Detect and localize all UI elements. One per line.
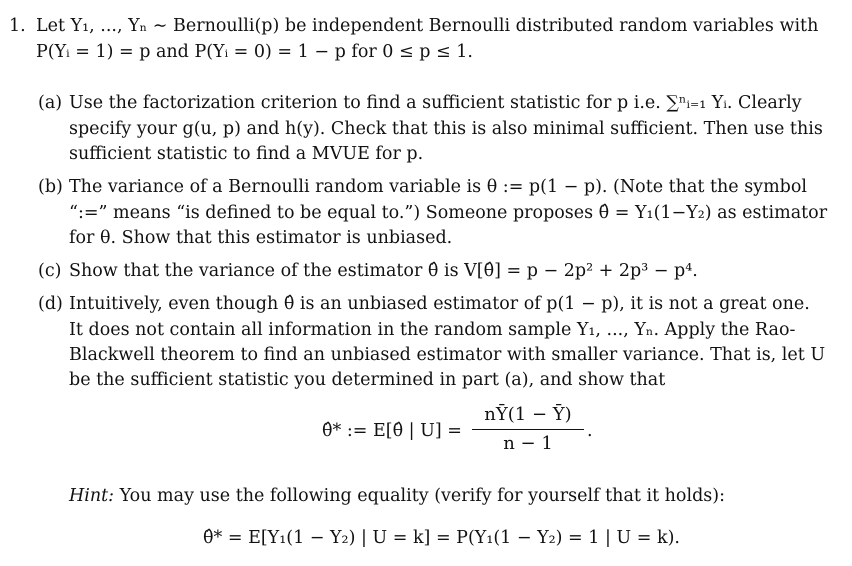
part-b-line-2: “:=” means “is defined to be equal to.”) Someone proposes θ̂ = Y₁(1−Y₂) as estimator xyxy=(69,203,828,223)
display-equation xyxy=(322,403,602,463)
hint-equation: θ̂* = E[Y₁(1 − Y₂) | U = k] = P(Y₁(1 − Y₂) = 1 | U = k). xyxy=(203,528,680,548)
display-equation-lhs: θ̂* := E[θ̂ | U] = xyxy=(322,421,462,441)
hint-line xyxy=(69,485,725,507)
part-b-label: (b) xyxy=(38,177,63,197)
part-d-line-3: Blackwell theorem to find an unbiased estimator with smaller variance. That is, let U xyxy=(69,345,826,365)
problem-intro-line-1: Let Y₁, ..., Yₙ ∼ Bernoulli(p) be independent Bernoulli distributed random variables with xyxy=(36,16,819,36)
part-a-line-2: specify your g(u, p) and h(y). Check that this is also minimal sufficient. Then use this xyxy=(69,119,823,139)
part-c-label: (c) xyxy=(38,261,62,281)
part-a-line-1: Use the factorization criterion to find a sufficient statistic for p i.e. ∑ⁿᵢ₌₁ Yᵢ. Clearly xyxy=(69,93,802,113)
display-equation-fraction xyxy=(472,403,584,456)
part-d-line-4: be the sufficient statistic you determined in part (a), and show that xyxy=(69,370,666,390)
part-a-label: (a) xyxy=(38,93,63,113)
part-d-line-1: Intuitively, even though θ̂ is an unbiased estimator of p(1 − p), it is not a great one. xyxy=(69,294,810,314)
part-d-line-2: It does not contain all information in the random sample Y₁, ..., Yₙ. Apply the Rao- xyxy=(69,320,796,340)
part-a-line-3: sufficient statistic to find a MVUE for p. xyxy=(69,144,424,164)
display-equation-period: . xyxy=(587,421,593,441)
part-c-line-1: Show that the variance of the estimator θ̂ is V[θ̂] = p − 2p² + 2p³ − p⁴. xyxy=(69,261,698,281)
fraction-denominator: n − 1 xyxy=(503,433,553,454)
fraction-numerator: nȲ(1 − Ȳ) xyxy=(484,404,572,425)
problem-number: 1. xyxy=(9,16,26,36)
part-d-label: (d) xyxy=(38,294,63,314)
part-b-line-1: The variance of a Bernoulli random variable is θ := p(1 − p). (Note that the symbol xyxy=(69,177,807,197)
hint-text: You may use the following equality (verify for yourself that it holds): xyxy=(119,486,725,506)
part-b-line-3: for θ. Show that this estimator is unbiased. xyxy=(69,228,453,248)
fraction-bar xyxy=(472,429,584,430)
hint-label: Hint: xyxy=(69,486,115,506)
problem-intro-line-2: P(Yᵢ = 1) = p and P(Yᵢ = 0) = 1 − p for 0 ≤ p ≤ 1. xyxy=(36,42,473,62)
